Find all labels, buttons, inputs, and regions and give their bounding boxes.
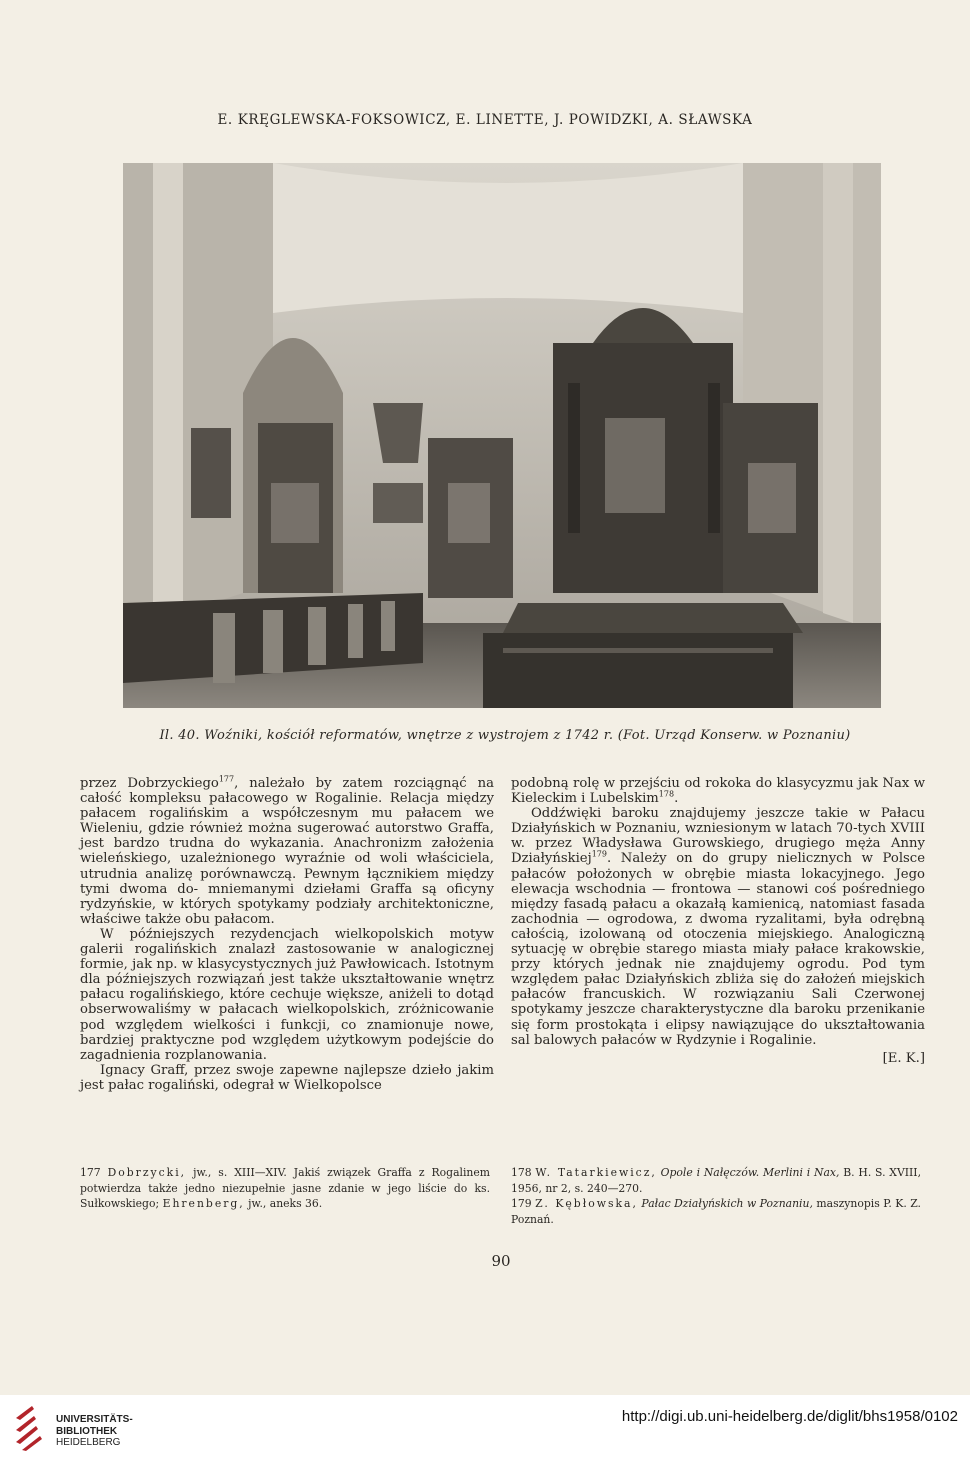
footnotes-left xyxy=(80,1165,490,1212)
paragraph: Ignacy Graff, przez swoje zapewne najlepsze dzieło jakim jest pałac rogaliński, odegrał w Wielkopolsce xyxy=(80,1062,494,1093)
footnote-177: 177 Dobrzycki, jw., s. XIII—XIV. Jakiś związek Graffa z Rogalinem potwierdza także jedno niezupełnie jasne zdanie w jego liście do ks. Sułkowskiego; Ehrenberg, jw., aneks 36. xyxy=(80,1166,491,1210)
footnote-ref: 179 xyxy=(591,850,607,860)
paragraph: podobną rolę w przejściu od rokoka do klasycyzmu jak Nax w Kieleckim i Lubelskim$^{178}$. xyxy=(511,776,925,807)
figure-caption: Il. 40. Woźniki, kościół reformatów, wnętrze z wystrojem z 1742 r. (Fot. Urząd Konserw. w Poznaniu) xyxy=(159,728,851,743)
running-header: E. KRĘGLEWSKA-FOKSOWICZ, E. LINETTE, J. POWIDZKI, A. SŁAWSKA xyxy=(217,112,753,128)
footnote-ref: 178 xyxy=(658,789,675,799)
left-text-column xyxy=(80,776,494,1093)
library-logo-icon xyxy=(12,1404,48,1452)
library-footer xyxy=(0,1395,970,1465)
paragraph: przez Dobrzyckiego$^{177}$, należało by zatem rozciągnąć na całość kompleksu pałacowego w Rogalinie. Relacja między pałacem rogalińskim a współczesnym mu pałacem we Wieleniu, gdzie również można sugerować autorstwo Graffa, jest bardzo trudna do wykazania. Anachronizm założenia wieleńskiego, uzależnionego wyraźnie od woli właściciela, utrudnia analizę porównawczą. Pewnym łącznikiem między tymi dwoma do- mniemanymi dziełami Graffa są oficyny rydzyńskie, w których spotykamy podziały architektoniczne, właściwe także obu pałacom. xyxy=(80,774,495,927)
paragraph: Oddźwięki baroku znajdujemy jeszcze takie w Pałacu Działyńskich w Poznaniu, wzniesionym w latach 70-tych XVIII w. przez Władysława Gurowskiego, drugiego męża Anny Działyńskiej$^{179}$. Należy on do grupy nielicznych w Polsce pałaców położonych w obrębie miasta lokacyjnego. Jego elewacja wschodnia — frontowa — stanowi coś pośredniego między fasadą pałacu a okazałą kamienicą, natomiast fasada zachodnia — ogrodowa, z dwoma ryzalitami, była odrębną całością, izolowaną od otoczenia miejskiego. Analogiczną sytuację w obrębie starego miasta miały pałace krakowskie, przy których jednak nie znajdujemy ogrodu. Pod tym względem pałac Działyńskich zbliża się do założeń miejskich pałaców francuskich. W rozwiązaniu Sali Czerwonej spotykamy jeszcze charakterystyczne dla baroku przenikanie się form prostokąta i elipsy nawiązujące do ukształtowania sal balowych pałaców w Rydzynie i Rogalinie. xyxy=(511,806,925,1048)
right-text-column xyxy=(511,776,925,1066)
page-number: 90 xyxy=(491,1252,511,1270)
footnote-ref: 177 xyxy=(218,774,235,784)
author-signature: [E. K.] xyxy=(882,1050,925,1066)
church-interior-photo xyxy=(123,163,881,708)
footnote-178: 178 W. Tatarkiewicz, Opole i Nałęczów. Merlini i Nax, B. H. S. XVIII, 1956, nr 2, s. 240—270. xyxy=(511,1166,922,1195)
footnotes-right xyxy=(511,1165,921,1227)
paragraph: W późniejszych rezydencjach wielkopolskich motyw galerii rogalińskich znalazł zastosowanie w analogicznej formie, jak np. w klasycystycznych już Pawłowicach. Istotnym dla późniejszych rozwiązań jest także ukształtowanie wnętrz pałacu rogalińskiego, które cechuje większe, aniżeli to dotąd obserwowaliśmy w pałacach wielkopolskich, zróżnicowanie pod względem wielkości i funkcji, co znamionuje nowe, bardziej praktyczne pod względem użytkowym podejście do zagadnienia rozplanowania. xyxy=(80,926,494,1063)
library-logo-text: UNIVERSITÄTS- BIBLIOTHEK HEIDELBERG xyxy=(56,1414,133,1448)
source-url-link[interactable]: http://digi.ub.uni-heidelberg.de/diglit/bhs1958/0102 xyxy=(621,1408,958,1425)
footnote-179: 179 Z. Kębłowska, Pałac Działyńskich w Poznaniu, maszynopis P. K. Z. Poznań. xyxy=(511,1197,921,1226)
